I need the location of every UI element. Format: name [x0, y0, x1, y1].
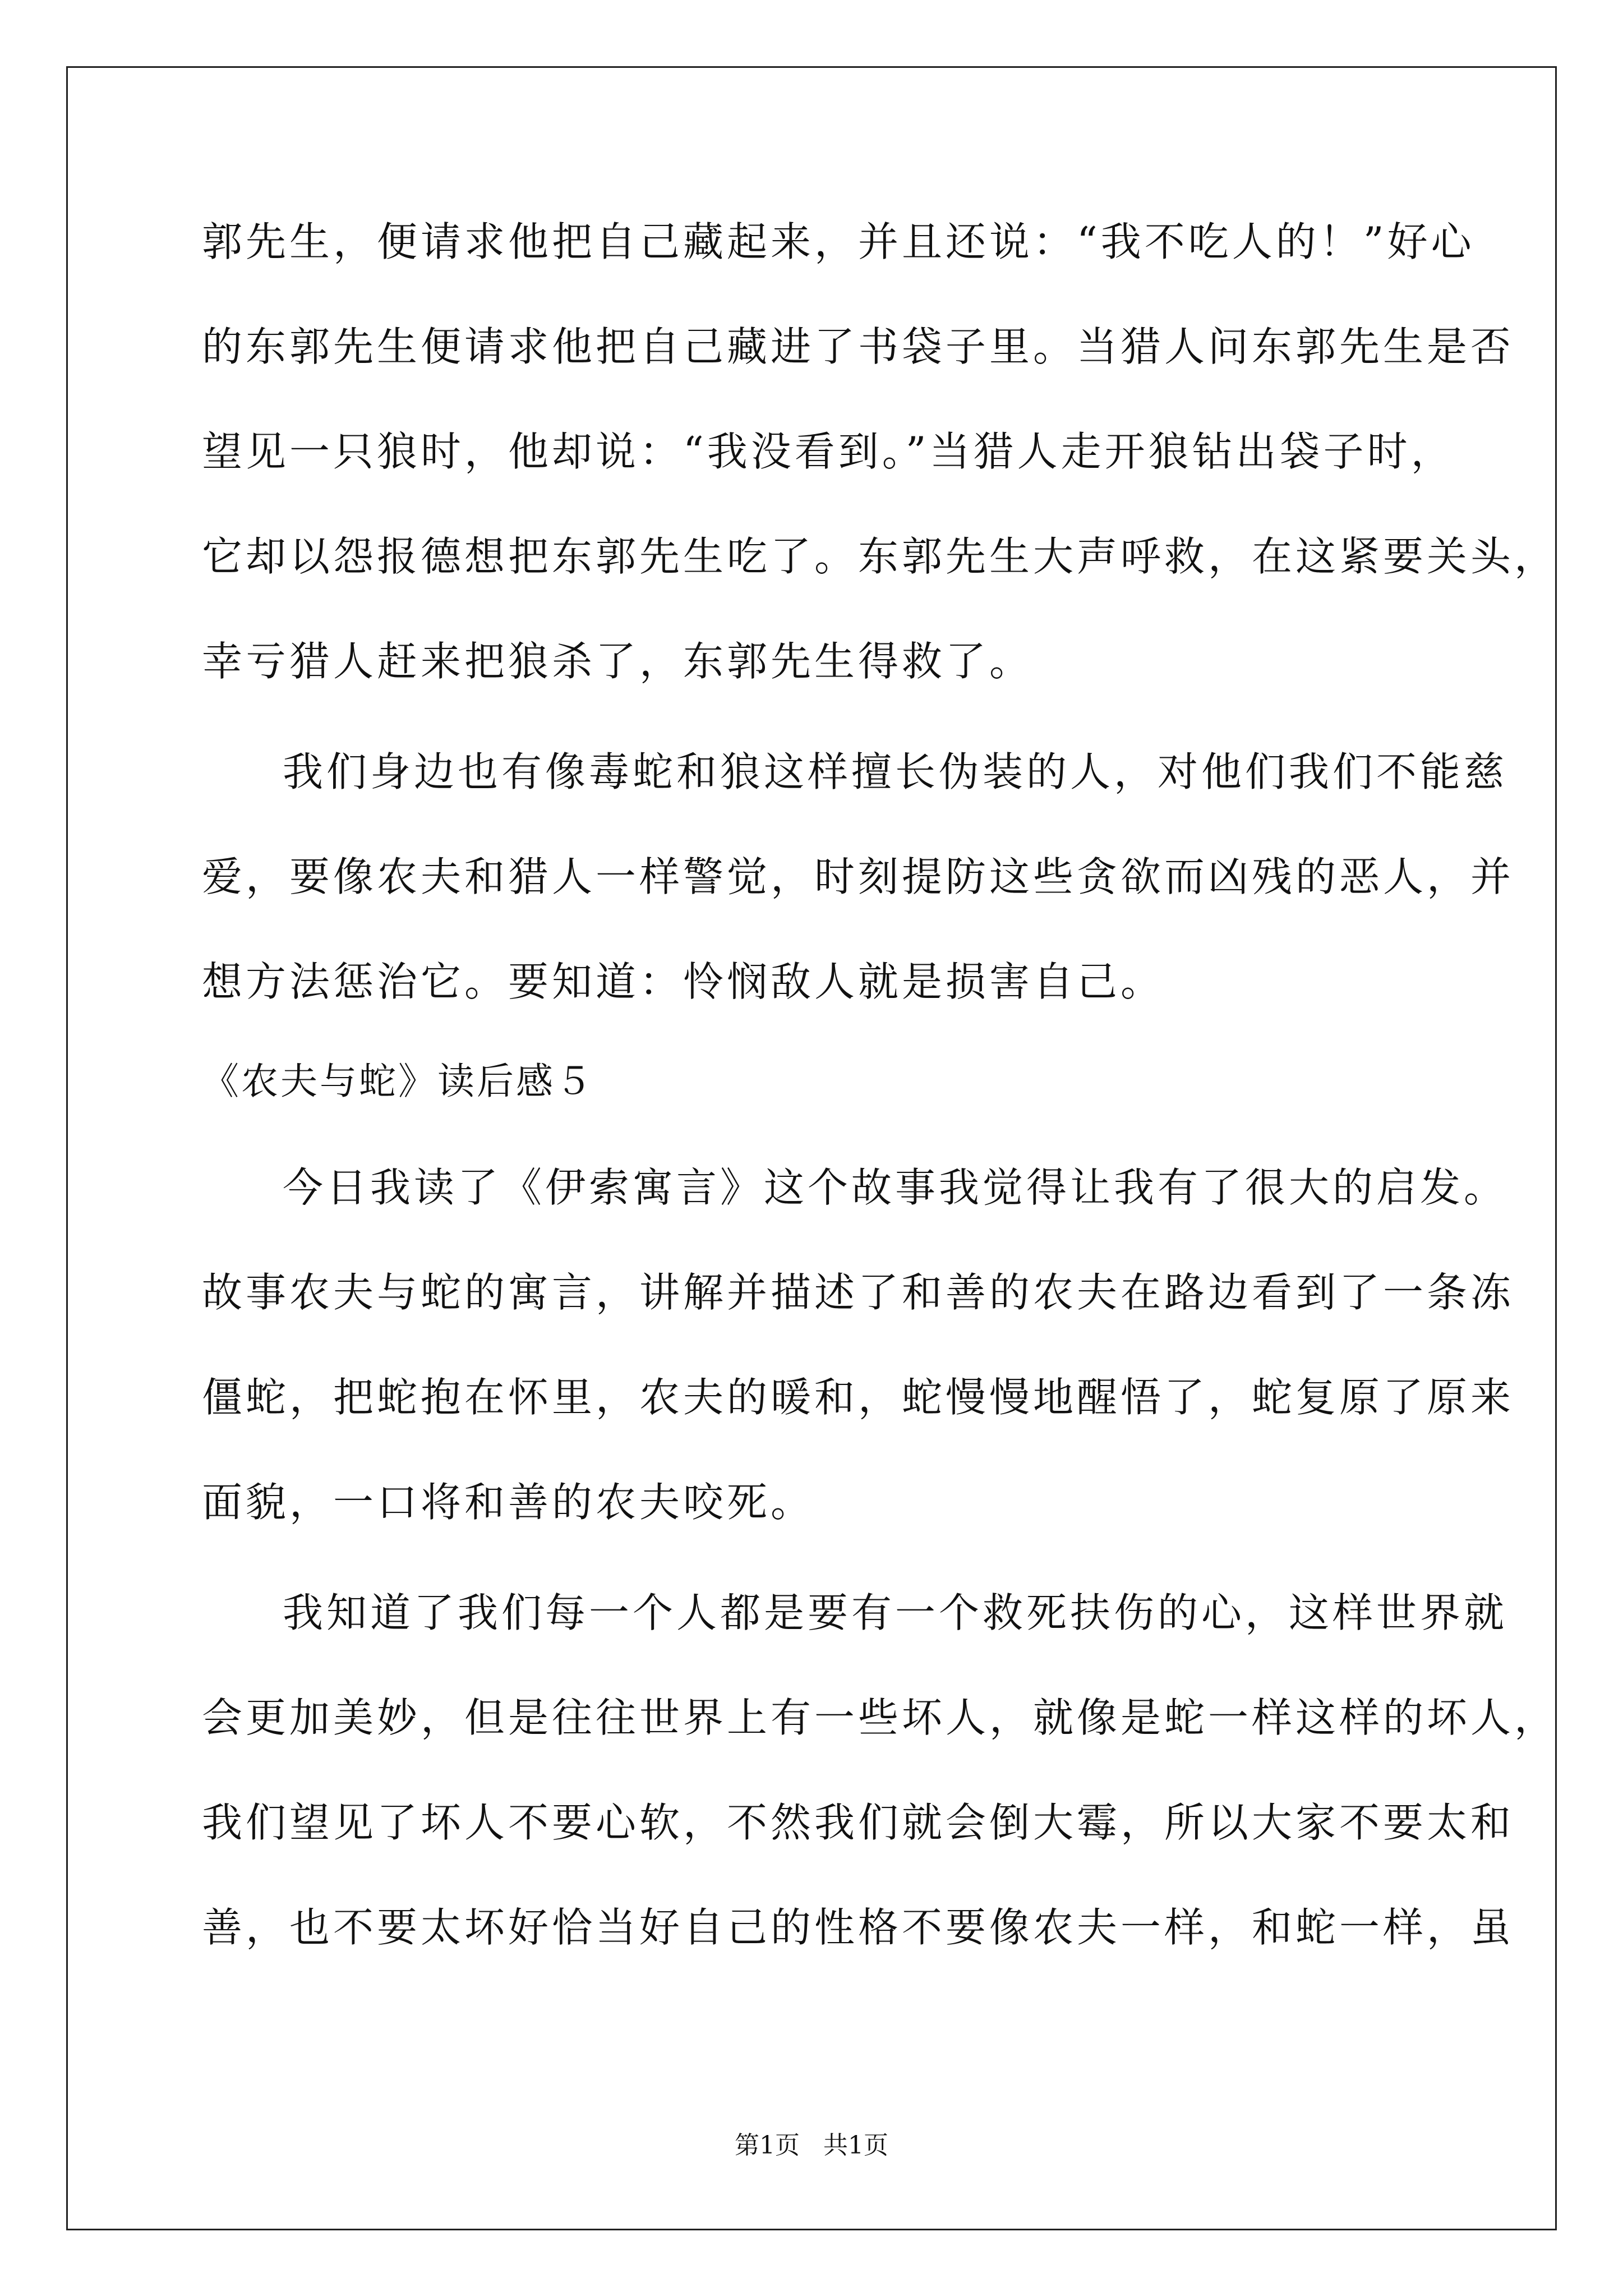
page-total: 共1页	[823, 2131, 888, 2160]
text-line: 望见一只狼时，他却说：“我没看到。”当猎人走开狼钻出袋子时，	[202, 428, 1455, 475]
text-line: 会更加美妙，但是往往世界上有一些坏人，就像是蛇一样这样的坏人，	[202, 1694, 1559, 1741]
paragraph-first-line: 我们身边也有像毒蛇和狼这样擅长伪装的人，对他们我们不能慈	[283, 748, 1508, 795]
text-line: 它却以怨报德想把东郭先生吃了。东郭先生大声呼救，在这紧要关头，	[202, 533, 1559, 580]
text-line: 爱，要像农夫和猎人一样警觉，时刻提防这些贪欲而凶残的恶人，并	[202, 853, 1515, 900]
text-line: 幸亏猎人赶来把狼杀了，东郭先生得救了。	[202, 638, 1034, 685]
text-line: 善，也不要太坏好恰当好自己的性格不要像农夫一样，和蛇一样，虽	[202, 1904, 1515, 1951]
paragraph-first-line: 今日我读了《伊索寓言》这个故事我觉得让我有了很大的启发。	[283, 1164, 1508, 1211]
text-line: 郭先生，便请求他把自己藏起来，并且还说：“我不吃人的！”好心	[202, 218, 1475, 265]
text-line: 我们望见了坏人不要心软，不然我们就会倒大霉，所以大家不要太和	[202, 1799, 1515, 1846]
text-line: 故事农夫与蛇的寓言，讲解并描述了和善的农夫在路边看到了一条冻	[202, 1269, 1515, 1316]
text-line: 面貌，一口将和善的农夫咬死。	[202, 1479, 815, 1526]
text-line: 想方法惩治它。要知道：怜悯敌人就是损害自己。	[202, 958, 1165, 1005]
section-heading: 《农夫与蛇》读后感５	[202, 1060, 594, 1103]
page-footer	[0, 2133, 1623, 2158]
paragraph-first-line: 我知道了我们每一个人都是要有一个救死扶伤的心，这样世界就	[283, 1589, 1508, 1636]
text-line: 的东郭先生便请求他把自己藏进了书袋子里。当猎人问东郭先生是否	[202, 323, 1515, 370]
text-line: 僵蛇，把蛇抱在怀里，农夫的暖和，蛇慢慢地醒悟了，蛇复原了原来	[202, 1374, 1515, 1421]
page-number: 第1页	[735, 2131, 800, 2160]
